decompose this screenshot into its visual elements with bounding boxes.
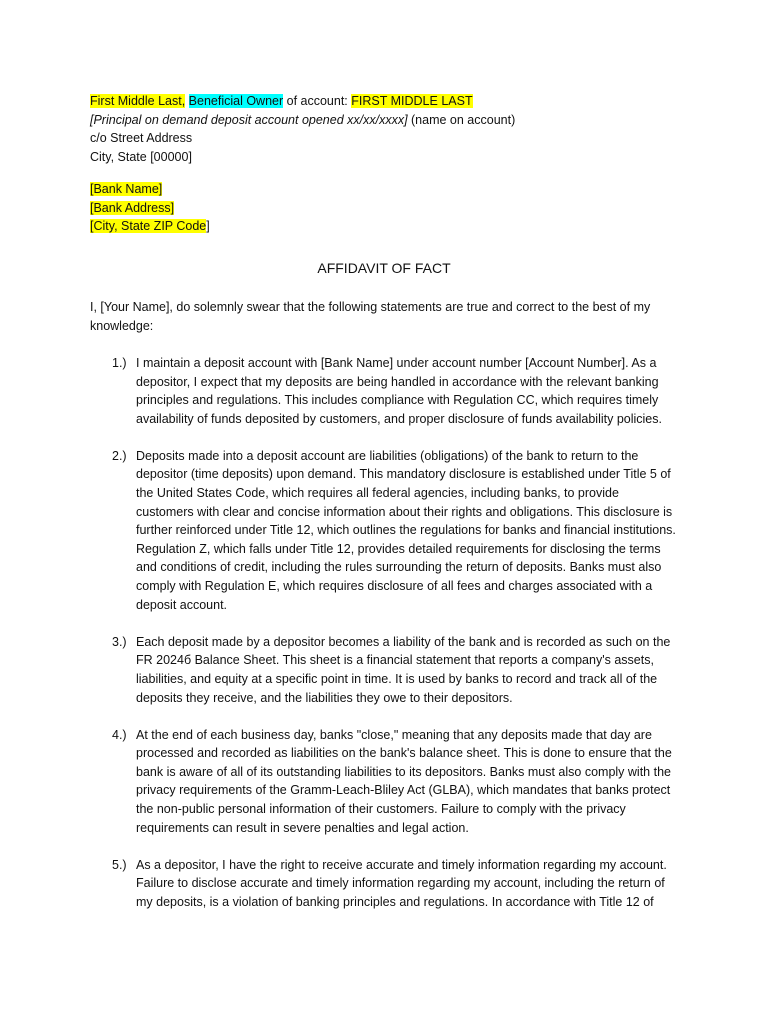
item-text: As a depositor, I have the right to receive accurate and timely information regarding my account. Failure to disclose accurate and timely information regarding my account, including the return of my deposits, is a violation of banking principles and regulations. In accordance with Title 12 of — [136, 857, 667, 909]
item-text: I maintain a deposit account with [Bank Name] under account number [Account Number]. As a depositor, I expect that my deposits are being handled in accordance with the relevant banking principles and regulations. This includes compliance with Regulation CC, which requires timely availability of funds deposited by customers, and proper disclosure of funds availability policies. — [136, 356, 662, 426]
item-text: At the end of each business day, banks "close," meaning that any deposits made that day are processed and recorded as liabilities on the bank's balance sheet. This is done to ensure that the bank is aware of all of its outstanding liabilities to its depositors. Banks must also comply with the privacy requirements of the Gramm-Leach-Bliley Act (GLBA), which mandates that banks protect the non-public personal information of their customers. Failure to comply with the privacy requirements can result in severe penalties and legal action. — [136, 727, 672, 835]
account-name: FIRST MIDDLE LAST — [351, 94, 473, 108]
city-state: City, State [00000] — [90, 149, 192, 164]
owner-name: First Middle Last, — [90, 94, 186, 108]
item-text: Deposits made into a deposit account are liabilities (obligations) of the bank to return to the depositor (time deposits) upon demand. This mandatory disclosure is established under Title 5 of the United States Code, which requires all federal agencies, including banks, to provide customers with clear and concise information about their rights and obligations. This disclosure is further reinforced under Title 12, which outlines the regulations for banks and financial institutions. Regulation Z, which falls under Title 12, provides detailed requirements for disclosing the terms and conditions of credit, including the rules surrounding the return of deposits. Banks must also comply with Regulation E, which requires disclosure of all fees and charges associated with a deposit account. — [136, 448, 676, 612]
item-text: Each deposit made by a depositor becomes a liability of the bank and is recorded as such on the FR 2024б Balance Sheet. This sheet is a financial statement that reports a company's assets, liabilities, and equity at a specific point in time. It is used by banks to record and track all of the deposits they receive, and the liabilities they owe to their depositors. — [136, 634, 671, 705]
list-item — [90, 856, 680, 912]
bank-name-line — [90, 180, 690, 199]
item-number: 2.) — [112, 448, 127, 463]
item-number: 3.) — [112, 634, 127, 649]
bank-city-zip-close: ] — [206, 219, 210, 234]
bank-address-block — [90, 180, 690, 236]
principal-line — [90, 111, 690, 130]
document-title: AFFIDAVIT OF FACT — [317, 260, 451, 276]
bank-city-zip: [City, State ZIP Code — [90, 219, 207, 234]
sender-header — [90, 92, 690, 166]
bank-address-line — [90, 199, 690, 218]
list-item — [90, 447, 680, 614]
item-number: 1.) — [112, 356, 127, 370]
intro-paragraph: I, [Your Name], do solemnly swear that the following statements are true and correct to the best of my knowledge: — [90, 300, 651, 333]
bank-name: [Bank Name] — [90, 182, 163, 196]
item-number: 4.) — [112, 727, 127, 742]
owner-line — [90, 92, 690, 111]
street-address: c/o Street Address — [90, 131, 193, 146]
principal-note: [Principal on demand deposit account opened xx/xx/xxxx] — [90, 112, 408, 127]
list-item — [90, 726, 680, 838]
owner-role: Beneficial Owner — [188, 94, 284, 108]
of-account-text: of account: — [283, 94, 352, 108]
bank-address: [Bank Address] — [90, 200, 175, 215]
list-item — [90, 633, 680, 707]
list-item — [90, 354, 680, 428]
item-number: 5.) — [112, 857, 127, 872]
bank-city-line — [90, 217, 690, 236]
statement-list — [90, 354, 680, 930]
name-on-account-note: (name on account) — [407, 112, 516, 127]
